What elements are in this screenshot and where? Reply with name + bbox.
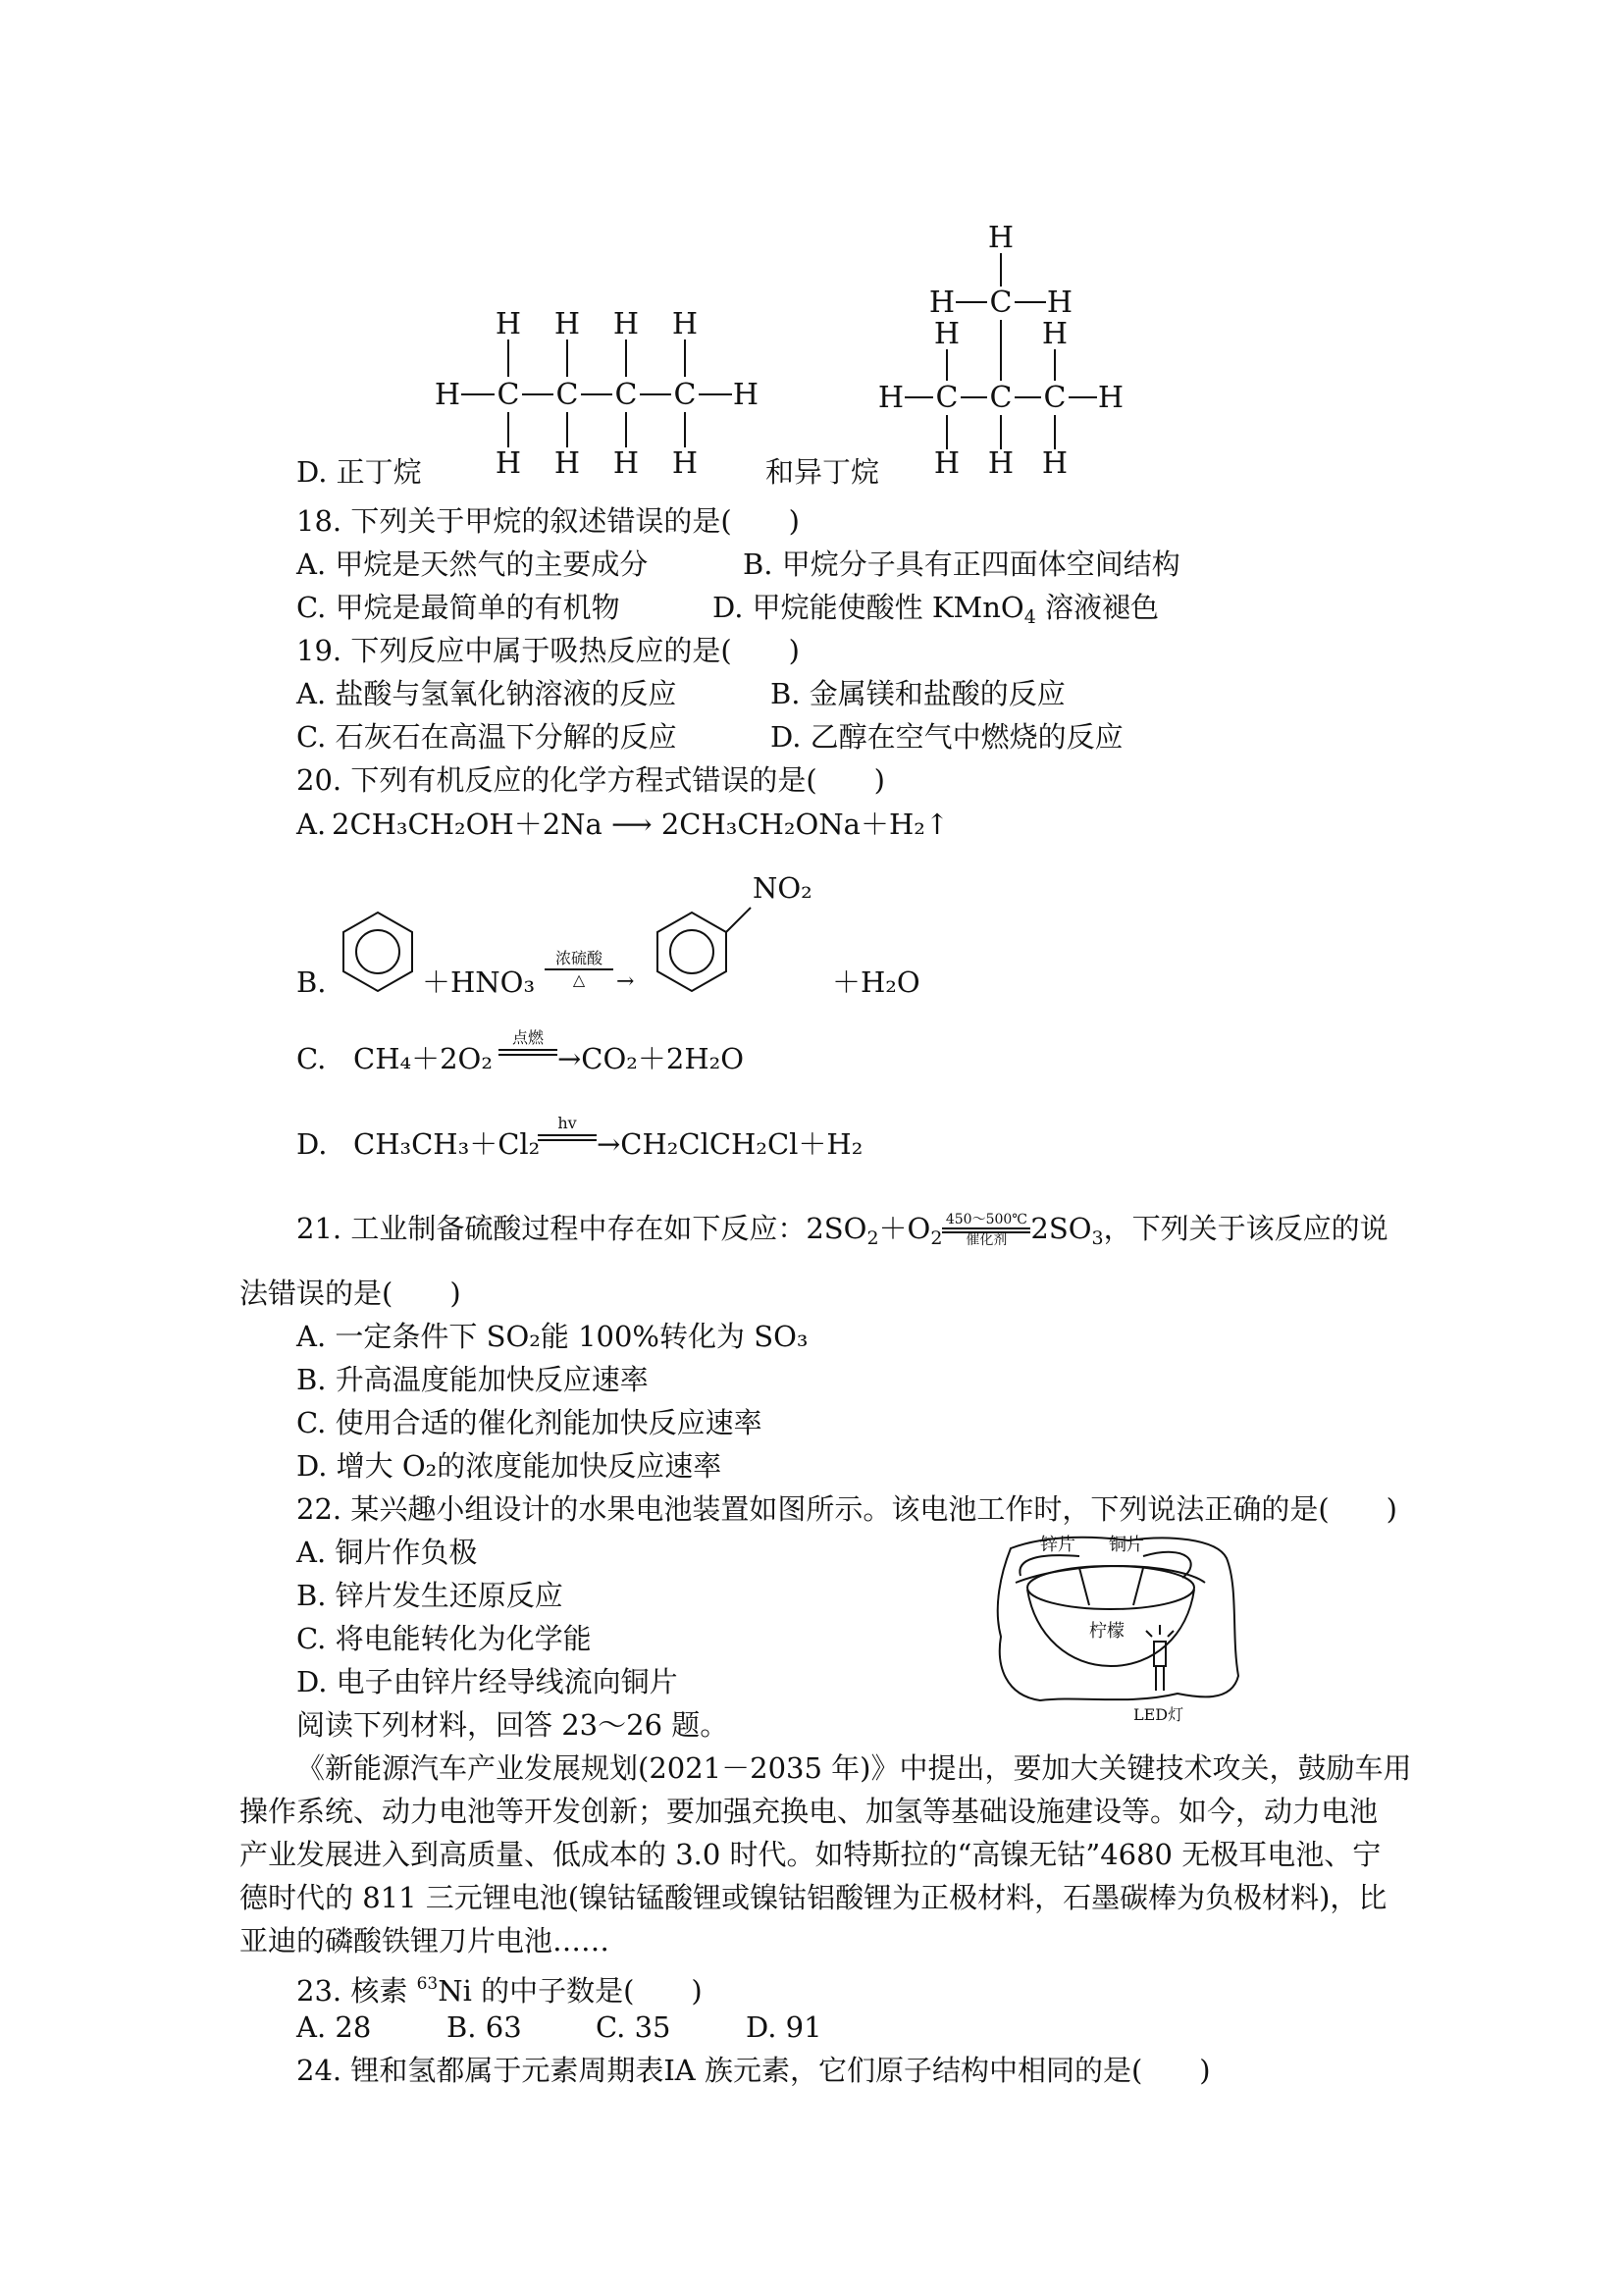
carbon-atom: C	[673, 378, 697, 412]
hydrogen-atom: H	[928, 286, 956, 320]
q20-stem: 20. 下列有机反应的化学方程式错误的是( )	[296, 763, 885, 797]
benzene-ring-reactant	[339, 908, 417, 996]
q21-stem-line1: 21. 工业制备硫酸过程中存在如下反应：$2SO_2+O_2$ 450～500℃ 催化剂 $2SO_3$，下列关于该反应的说	[296, 1212, 1388, 1249]
q19-option-a: A. 盐酸与氢氧化钠溶液的反应	[296, 677, 677, 710]
reading-paragraph-line4: 德时代的 811 三元锂电池(镍钴锰酸锂或镍钴铝酸锂为正极材料，石墨碳棒为负极材料)，比	[239, 1881, 1387, 1914]
hydrogen-atom: H	[877, 381, 905, 415]
reading-paragraph-line3: 产业发展进入到高质量、低成本的 3.0 时代。如特斯拉的“高镍无钴”4680 无极耳电池、宁	[239, 1838, 1382, 1871]
hydrogen-atom: H	[987, 221, 1015, 255]
q20-option-c-condition: 点燃	[498, 1030, 557, 1056]
nitrobenzene-structure	[643, 854, 829, 1001]
hydrogen-atom: H	[553, 307, 581, 341]
hydrogen-atom: H	[671, 307, 699, 341]
svg-text:锌片: 锌片	[1040, 1535, 1075, 1555]
hydrogen-atom: H	[495, 446, 522, 481]
hydrogen-atom: H	[1097, 381, 1125, 415]
carbon-atom: C	[989, 381, 1013, 415]
q21-option-d: D. 增大 O₂的浓度能加快反应速率	[296, 1449, 722, 1483]
q18-option-b: B. 甲烷分子具有正四面体空间结构	[743, 548, 1180, 581]
q22-stem: 22. 某兴趣小组设计的水果电池装置如图所示。该电池工作时，下列说法正确的是( )	[296, 1492, 1397, 1526]
q23-option-b: B. 63	[446, 2010, 522, 2044]
n-butane-structure	[422, 294, 775, 491]
reading-paragraph-line5: 亚迪的磷酸铁锂刀片电池……	[239, 1924, 610, 1957]
svg-text:柠檬: 柠檬	[1089, 1621, 1125, 1642]
reading-paragraph-line2: 操作系统、动力电池等开发创新；要加强充换电、加氢等基础设施建设等。如今，动力电池	[239, 1795, 1379, 1828]
carbon-atom: C	[1043, 381, 1067, 415]
q20-option-b-water: ＋H₂O	[832, 965, 920, 999]
reading-paragraph-line1: 《新能源汽车产业发展规划(2021－2035 年)》中提出，要加大关键技术攻关，鼓励车用	[296, 1751, 1412, 1785]
hydrogen-atom: H	[671, 446, 699, 481]
q20-option-d-right: →CH₂ClCH₂Cl＋H₂	[597, 1127, 864, 1161]
hydrogen-atom: H	[612, 307, 640, 341]
carbon-atom: C	[989, 286, 1013, 320]
q20-option-b-label: B.	[296, 965, 327, 999]
q18-option-c: C. 甲烷是最简单的有机物	[296, 591, 620, 624]
svg-text:NO₂: NO₂	[753, 871, 812, 905]
hydrogen-atom: H	[987, 446, 1015, 481]
svg-text:LED灯: LED灯	[1133, 1705, 1184, 1724]
q22-option-a: A. 铜片作负极	[296, 1536, 478, 1569]
q19-option-d: D. 乙醇在空气中燃烧的反应	[770, 720, 1124, 754]
q23-option-a: A. 28	[296, 2010, 372, 2044]
q23-option-d: D. 91	[746, 2010, 822, 2044]
q21-option-c: C. 使用合适的催化剂能加快反应速率	[296, 1406, 762, 1439]
q20-option-c-label: C.	[296, 1042, 327, 1075]
isobutane-structure	[873, 216, 1148, 481]
carbon-atom: C	[614, 378, 638, 412]
q21-option-b: B. 升高温度能加快反应速率	[296, 1363, 649, 1396]
q24-stem: 24. 锂和氢都属于元素周期表ⅠA 族元素，它们原子结构中相同的是( )	[296, 2054, 1211, 2087]
q20-option-d-left: CH₃CH₃＋Cl₂	[353, 1127, 541, 1161]
q20-option-b-condition: 浓硫酸 △	[545, 950, 613, 989]
hydrogen-atom: H	[732, 378, 759, 412]
hydrogen-atom: H	[933, 446, 961, 481]
fruit-battery-figure	[981, 1529, 1246, 1725]
q20-option-d-condition: hv	[538, 1116, 597, 1141]
q23-option-c: C. 35	[596, 2010, 671, 2044]
carbon-atom: C	[935, 381, 959, 415]
q20-option-d-label: D.	[296, 1127, 328, 1161]
q18-stem: 18. 下列关于甲烷的叙述错误的是( )	[296, 504, 800, 538]
hydrogen-atom: H	[933, 317, 961, 351]
hydrogen-atom: H	[1041, 317, 1069, 351]
hydrogen-atom: H	[553, 446, 581, 481]
q22-option-c: C. 将电能转化为化学能	[296, 1622, 592, 1655]
q20-option-a-label: A.	[296, 808, 327, 841]
reading-intro: 阅读下列材料，回答 23～26 题。	[296, 1708, 729, 1742]
carbon-atom: C	[555, 378, 579, 412]
hydrogen-atom: H	[1041, 446, 1069, 481]
hydrogen-atom: H	[434, 378, 461, 412]
carbon-atom: C	[497, 378, 520, 412]
q20-option-c-left: CH₄＋2O₂	[353, 1042, 493, 1075]
q21-stem-line2: 法错误的是( )	[239, 1277, 461, 1310]
q20-option-a-equation: 2CH₃CH₂OH＋2Na ⟶ 2CH₃CH₂ONa＋H₂↑	[332, 808, 950, 841]
hydrogen-atom: H	[1046, 286, 1073, 320]
q19-option-c: C. 石灰石在高温下分解的反应	[296, 720, 677, 754]
q19-option-b: B. 金属镁和盐酸的反应	[770, 677, 1066, 710]
q22-option-d: D. 电子由锌片经导线流向铜片	[296, 1665, 678, 1698]
q20-option-b-reagent: ＋HNO₃	[422, 965, 536, 999]
svg-text:铜片: 铜片	[1109, 1535, 1144, 1555]
hydrogen-atom: H	[612, 446, 640, 481]
q18-option-d: D. 甲烷能使酸性 KMnO$_4$ 溶液褪色	[712, 591, 1159, 628]
q20-option-b-arrow-head: →	[616, 969, 635, 994]
q21-option-a: A. 一定条件下 SO₂能 100%转化为 SO₃	[296, 1320, 809, 1353]
q19-stem: 19. 下列反应中属于吸热反应的是( )	[296, 634, 800, 667]
q20-option-c-right: →CO₂＋2H₂O	[557, 1042, 745, 1075]
q17-option-d-label: D. 正丁烷	[296, 455, 422, 489]
q18-option-a: A. 甲烷是天然气的主要成分	[296, 548, 649, 581]
q22-option-b: B. 锌片发生还原反应	[296, 1579, 563, 1612]
hydrogen-atom: H	[495, 307, 522, 341]
q17-connector: 和异丁烷	[765, 455, 880, 489]
q23-stem: 23. 核素 $^{63}$Ni 的中子数是( )	[296, 1974, 703, 2008]
